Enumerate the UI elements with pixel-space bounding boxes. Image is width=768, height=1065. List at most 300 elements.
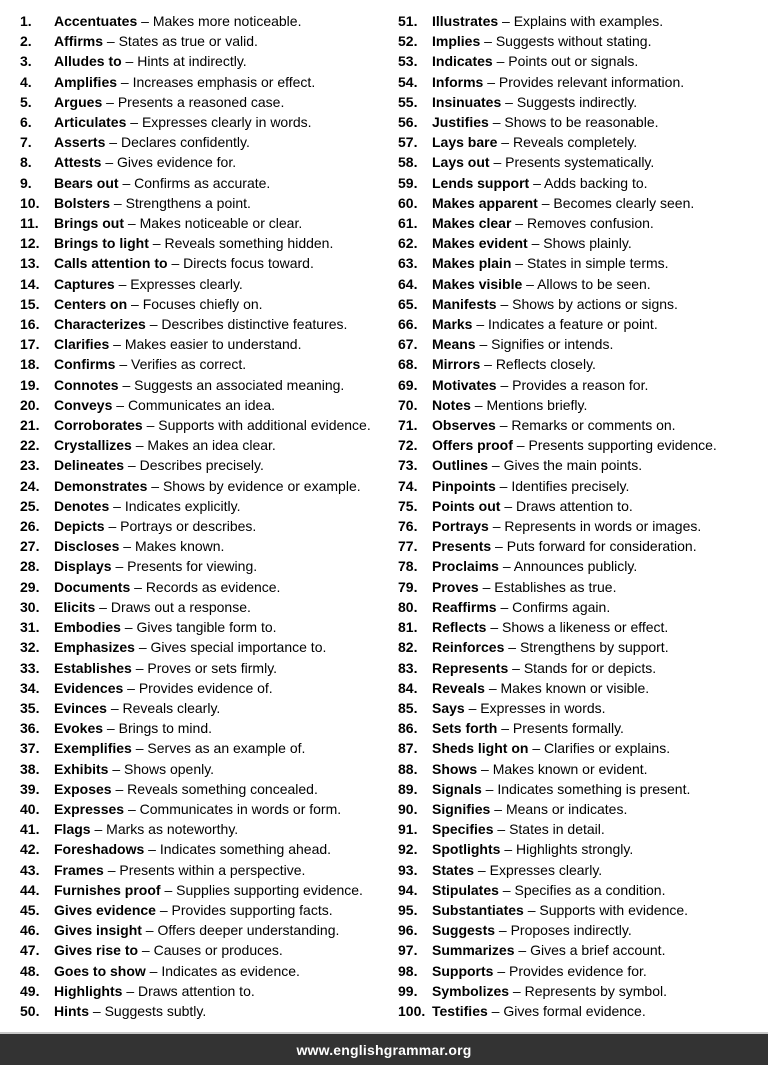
- item-text: [432, 516, 701, 536]
- item-definition: Proposes indirectly.: [510, 922, 632, 939]
- item-definition: Provides supporting facts.: [171, 901, 333, 918]
- item-text: [54, 132, 250, 152]
- item-text: [432, 233, 632, 253]
- item-definition: Expresses in words.: [480, 699, 606, 716]
- item-text: [432, 395, 587, 415]
- item-number: 11.: [20, 215, 39, 232]
- item-term: Connotes: [54, 376, 119, 393]
- list-item: [398, 617, 766, 637]
- item-separator: –: [110, 194, 126, 211]
- item-text: [432, 718, 624, 738]
- item-definition: Draws attention to.: [516, 497, 633, 514]
- item-term: Captures: [54, 275, 115, 292]
- item-definition: Supplies supporting evidence.: [176, 881, 363, 898]
- item-number: 81.: [398, 619, 418, 636]
- item-number: 12.: [20, 235, 40, 252]
- list-item: [398, 294, 766, 314]
- item-term: Suggests: [432, 922, 496, 939]
- item-number: 29.: [20, 578, 40, 595]
- list-item: [20, 72, 392, 92]
- list-item: [398, 11, 766, 31]
- list-item: [20, 577, 392, 597]
- list-item: [398, 536, 766, 556]
- item-text: [54, 193, 251, 213]
- item-separator: –: [131, 659, 148, 676]
- item-separator: –: [105, 134, 121, 151]
- item-term: Conveys: [54, 396, 113, 413]
- item-separator: –: [118, 376, 135, 393]
- item-number: 1.: [20, 13, 32, 29]
- list-item: [398, 658, 766, 678]
- item-definition: Allows to be seen.: [537, 275, 651, 292]
- item-definition: Provides a reason for.: [512, 376, 649, 393]
- item-term: Substantiates: [432, 901, 524, 918]
- item-separator: –: [487, 1002, 504, 1019]
- item-definition: Represents in words or images.: [504, 518, 702, 535]
- item-number: 38.: [20, 760, 40, 777]
- item-term: Calls attention to: [54, 255, 168, 272]
- item-number: 98.: [398, 962, 418, 979]
- item-term: Manifests: [432, 295, 497, 312]
- item-term: Makes apparent: [432, 194, 538, 211]
- list-item: [398, 940, 766, 960]
- item-definition: Proves or sets firmly.: [147, 659, 278, 676]
- item-term: Proves: [432, 578, 479, 595]
- item-term: Emphasizes: [54, 639, 135, 656]
- item-term: Lends support: [432, 174, 530, 191]
- list-item: [20, 961, 392, 981]
- item-definition: Communicates in words or form.: [139, 800, 342, 817]
- item-separator: –: [114, 275, 131, 292]
- item-separator: –: [155, 901, 172, 918]
- item-separator: –: [124, 215, 140, 232]
- item-definition: Suggests subtly.: [104, 1002, 207, 1019]
- item-separator: –: [527, 235, 544, 252]
- item-separator: –: [529, 174, 545, 191]
- list-item: [20, 536, 392, 556]
- item-separator: –: [122, 982, 139, 999]
- item-text: [54, 415, 371, 435]
- item-definition: Specifies as a condition.: [514, 881, 666, 898]
- item-term: Mirrors: [432, 356, 481, 373]
- item-term: Indicates: [432, 53, 493, 70]
- item-term: Says: [432, 699, 465, 716]
- item-number: 43.: [20, 861, 40, 878]
- item-text: [54, 11, 301, 31]
- item-number: 31.: [20, 619, 40, 636]
- item-text: [432, 354, 596, 374]
- item-definition: Means or indicates.: [505, 800, 628, 817]
- item-term: Gives rise to: [54, 942, 139, 959]
- item-definition: Gives the main points.: [503, 457, 643, 474]
- list-item: [20, 880, 392, 900]
- item-number: 97.: [398, 942, 418, 959]
- list-item: [398, 213, 766, 233]
- item-number: 63.: [398, 255, 418, 272]
- item-text: [54, 900, 333, 920]
- list-item: [20, 556, 392, 576]
- list-item: [20, 51, 392, 71]
- list-item: [20, 718, 392, 738]
- item-separator: –: [488, 114, 505, 131]
- item-definition: Remarks or comments on.: [511, 417, 676, 434]
- list-item: [20, 294, 392, 314]
- item-text: [54, 354, 246, 374]
- item-separator: –: [474, 861, 490, 878]
- website-url: www.englishgrammar.org: [296, 1041, 472, 1058]
- item-separator: –: [89, 1002, 105, 1019]
- item-number: 93.: [398, 861, 418, 878]
- list-item: [398, 819, 766, 839]
- list-item: [20, 395, 392, 415]
- item-term: Depicts: [54, 518, 105, 535]
- item-text: [432, 72, 684, 92]
- item-text: [432, 274, 651, 294]
- item-term: Portrays: [432, 518, 489, 535]
- item-number: 95.: [398, 901, 418, 918]
- item-definition: Makes known.: [134, 538, 225, 555]
- item-text: [432, 334, 613, 354]
- list-item: [20, 455, 392, 475]
- item-definition: Mentions briefly.: [486, 396, 588, 413]
- item-separator: –: [111, 780, 128, 797]
- item-number: 13.: [20, 255, 40, 272]
- item-definition: Describes distinctive features.: [161, 316, 348, 333]
- item-separator: –: [489, 154, 506, 171]
- item-separator: –: [496, 295, 513, 312]
- word-list-column-left: [20, 11, 392, 1021]
- list-item: [398, 678, 766, 698]
- item-number: 36.: [20, 720, 40, 737]
- list-item: [20, 173, 392, 193]
- item-term: Stipulates: [432, 881, 499, 898]
- item-text: [432, 617, 668, 637]
- item-text: [432, 799, 627, 819]
- item-text: [432, 375, 648, 395]
- item-number: 66.: [398, 316, 418, 333]
- item-separator: –: [478, 578, 495, 595]
- item-term: Offers proof: [432, 437, 513, 454]
- list-item: [20, 839, 392, 859]
- item-definition: Signifies or intends.: [491, 336, 614, 353]
- list-item: [398, 698, 766, 718]
- item-number: 74.: [398, 477, 418, 494]
- item-definition: Gives special importance to.: [150, 639, 327, 656]
- item-number: 4.: [20, 73, 32, 90]
- item-number: 50.: [20, 1002, 40, 1019]
- item-separator: –: [138, 942, 154, 959]
- item-text: [432, 193, 694, 213]
- item-text: [54, 112, 312, 132]
- item-definition: Confirms again.: [512, 598, 611, 615]
- item-number: 88.: [398, 760, 418, 777]
- item-separator: –: [472, 316, 489, 333]
- item-definition: Indicates as evidence.: [161, 962, 300, 979]
- item-text: [432, 173, 648, 193]
- item-number: 46.: [20, 922, 40, 939]
- item-text: [54, 819, 238, 839]
- item-term: Illustrates: [432, 13, 499, 29]
- item-term: Flags: [54, 821, 91, 838]
- list-item: [398, 92, 766, 112]
- item-definition: Provides relevant information.: [498, 73, 685, 90]
- list-item: [398, 1001, 766, 1021]
- item-separator: –: [126, 114, 142, 131]
- item-definition: Gives formal evidence.: [503, 1002, 646, 1019]
- item-text: [54, 31, 258, 51]
- item-text: [54, 476, 361, 496]
- item-term: Shows: [432, 760, 478, 777]
- item-number: 35.: [20, 699, 40, 716]
- item-definition: Adds backing to.: [544, 174, 648, 191]
- item-definition: Presents within a perspective.: [119, 861, 306, 878]
- list-item: [398, 233, 766, 253]
- item-number: 34.: [20, 679, 40, 696]
- list-item: [20, 940, 392, 960]
- list-item: [398, 738, 766, 758]
- item-definition: Strengthens by support.: [519, 639, 669, 656]
- item-term: Brings out: [54, 215, 124, 232]
- item-number: 96.: [398, 922, 418, 939]
- item-term: Articulates: [54, 114, 127, 131]
- item-number: 92.: [398, 841, 418, 858]
- item-text: [432, 759, 648, 779]
- item-number: 82.: [398, 639, 418, 656]
- item-text: [54, 274, 243, 294]
- item-number: 19.: [20, 376, 40, 393]
- item-definition: Verifies as correct.: [131, 356, 247, 373]
- item-term: Establishes: [54, 659, 132, 676]
- item-text: [432, 779, 690, 799]
- list-item: [398, 274, 766, 294]
- item-definition: Focuses chiefly on.: [142, 295, 263, 312]
- list-item: [20, 799, 392, 819]
- list-item: [20, 496, 392, 516]
- item-definition: Supports with evidence.: [539, 901, 689, 918]
- list-item: [398, 334, 766, 354]
- item-separator: –: [104, 518, 121, 535]
- item-definition: Presents formally.: [512, 720, 624, 737]
- list-item: [20, 112, 392, 132]
- item-separator: –: [477, 760, 493, 777]
- item-number: 2.: [20, 33, 32, 50]
- list-item: [398, 637, 766, 657]
- item-definition: Makes known or evident.: [492, 760, 648, 777]
- item-term: Makes evident: [432, 235, 528, 252]
- item-text: [54, 1001, 206, 1021]
- item-number: 89.: [398, 780, 418, 797]
- item-text: [54, 597, 251, 617]
- list-item: [398, 455, 766, 475]
- list-item: [20, 516, 392, 536]
- item-separator: –: [142, 417, 159, 434]
- item-term: Displays: [54, 558, 112, 575]
- item-separator: –: [512, 437, 529, 454]
- item-number: 77.: [398, 538, 418, 555]
- item-number: 91.: [398, 821, 418, 838]
- item-number: 15.: [20, 295, 40, 312]
- item-definition: Describes precisely.: [139, 457, 264, 474]
- item-separator: –: [504, 639, 520, 656]
- item-term: Specifies: [432, 821, 494, 838]
- item-definition: Suggests an associated meaning.: [134, 376, 345, 393]
- item-term: Reflects: [432, 619, 487, 636]
- item-definition: Establishes as true.: [494, 578, 617, 595]
- list-item: [20, 1001, 392, 1021]
- item-term: Informs: [432, 73, 484, 90]
- item-definition: Serves as an example of.: [147, 740, 306, 757]
- list-item: [398, 961, 766, 981]
- item-term: Amplifies: [54, 73, 118, 90]
- item-number: 27.: [20, 538, 40, 555]
- list-item: [398, 799, 766, 819]
- item-term: Observes: [432, 417, 496, 434]
- item-number: 80.: [398, 598, 418, 615]
- list-item: [398, 476, 766, 496]
- item-definition: Highlights strongly.: [516, 841, 634, 858]
- item-term: Signals: [432, 780, 482, 797]
- item-text: [432, 658, 656, 678]
- item-definition: Becomes clearly seen.: [553, 194, 695, 211]
- item-definition: Puts forward for consideration.: [506, 538, 697, 555]
- item-term: Means: [432, 336, 476, 353]
- list-item: [20, 981, 392, 1001]
- item-number: 25.: [20, 497, 40, 514]
- word-list-column-right: [398, 11, 766, 1021]
- item-term: Brings to light: [54, 235, 149, 252]
- item-separator: –: [131, 740, 148, 757]
- item-definition: Indicates something is present.: [497, 780, 691, 797]
- item-separator: –: [511, 215, 527, 232]
- list-item: [398, 375, 766, 395]
- list-item: [20, 678, 392, 698]
- item-text: [54, 759, 214, 779]
- item-term: Demonstrates: [54, 477, 148, 494]
- item-text: [54, 233, 333, 253]
- item-term: Sets forth: [432, 720, 498, 737]
- item-number: 73.: [398, 457, 418, 474]
- item-definition: Presents for viewing.: [127, 558, 258, 575]
- list-item: [20, 334, 392, 354]
- item-separator: –: [501, 93, 517, 110]
- item-number: 48.: [20, 962, 40, 979]
- item-number: 22.: [20, 437, 40, 454]
- item-text: [432, 11, 663, 31]
- item-text: [432, 476, 629, 496]
- item-definition: Clarifies or explains.: [544, 740, 671, 757]
- item-separator: –: [137, 13, 153, 29]
- item-text: [432, 253, 669, 273]
- item-separator: –: [167, 255, 184, 272]
- item-text: [54, 940, 283, 960]
- list-item: [20, 213, 392, 233]
- item-separator: –: [486, 619, 503, 636]
- item-term: Confirms: [54, 356, 116, 373]
- item-definition: Stands for or depicts.: [523, 659, 657, 676]
- item-separator: –: [90, 821, 107, 838]
- item-number: 24.: [20, 477, 40, 494]
- item-text: [54, 617, 277, 637]
- item-separator: –: [480, 356, 496, 373]
- item-term: Outlines: [432, 457, 489, 474]
- item-separator: –: [134, 639, 151, 656]
- item-separator: –: [514, 942, 531, 959]
- item-separator: –: [147, 477, 163, 494]
- item-term: Discloses: [54, 538, 120, 555]
- item-text: [54, 314, 347, 334]
- list-item: [20, 860, 392, 880]
- item-definition: Makes easier to understand.: [124, 336, 302, 353]
- item-definition: Causes or produces.: [153, 942, 283, 959]
- item-number: 10.: [20, 194, 40, 211]
- item-definition: Makes more noticeable.: [152, 13, 302, 29]
- item-text: [54, 738, 305, 758]
- list-item: [398, 900, 766, 920]
- item-separator: –: [121, 53, 138, 70]
- item-definition: Communicates an idea.: [127, 396, 276, 413]
- item-text: [54, 51, 247, 71]
- item-number: 59.: [398, 174, 418, 191]
- item-separator: –: [112, 396, 128, 413]
- item-definition: Directs focus toward.: [183, 255, 314, 272]
- list-item: [20, 476, 392, 496]
- item-definition: Makes noticeable or clear.: [139, 215, 303, 232]
- item-number: 47.: [20, 942, 40, 959]
- list-item: [20, 658, 392, 678]
- item-separator: –: [103, 720, 119, 737]
- item-term: Makes clear: [432, 215, 512, 232]
- item-text: [54, 496, 241, 516]
- item-text: [432, 698, 606, 718]
- item-number: 64.: [398, 275, 418, 292]
- item-term: Exhibits: [54, 760, 109, 777]
- item-term: Summarizes: [432, 942, 515, 959]
- item-separator: –: [492, 53, 509, 70]
- item-separator: –: [509, 982, 525, 999]
- item-separator: –: [103, 33, 119, 50]
- item-term: Exposes: [54, 780, 112, 797]
- list-item: [398, 981, 766, 1001]
- item-number: 85.: [398, 699, 418, 716]
- item-text: [54, 556, 257, 576]
- item-separator: –: [108, 760, 125, 777]
- item-number: 100.: [398, 1002, 426, 1019]
- item-term: Evidences: [54, 679, 124, 696]
- item-text: [54, 213, 302, 233]
- item-term: Embodies: [54, 619, 121, 636]
- item-definition: Declares confidently.: [120, 134, 250, 151]
- list-item: [398, 435, 766, 455]
- item-separator: –: [118, 174, 135, 191]
- item-definition: Shows by evidence or example.: [162, 477, 361, 494]
- item-term: Frames: [54, 861, 104, 878]
- item-separator: –: [488, 518, 505, 535]
- item-separator: –: [109, 497, 125, 514]
- item-number: 55.: [398, 93, 418, 110]
- item-definition: Suggests indirectly.: [516, 93, 638, 110]
- item-text: [54, 678, 273, 698]
- item-number: 70.: [398, 396, 418, 413]
- item-number: 75.: [398, 497, 418, 514]
- item-separator: –: [491, 538, 507, 555]
- item-text: [54, 395, 275, 415]
- item-definition: Increases emphasis or effect.: [132, 73, 316, 90]
- item-number: 51.: [398, 13, 418, 29]
- item-definition: Reveals clearly.: [122, 699, 221, 716]
- item-number: 42.: [20, 841, 40, 858]
- item-separator: –: [493, 962, 510, 979]
- item-number: 87.: [398, 740, 418, 757]
